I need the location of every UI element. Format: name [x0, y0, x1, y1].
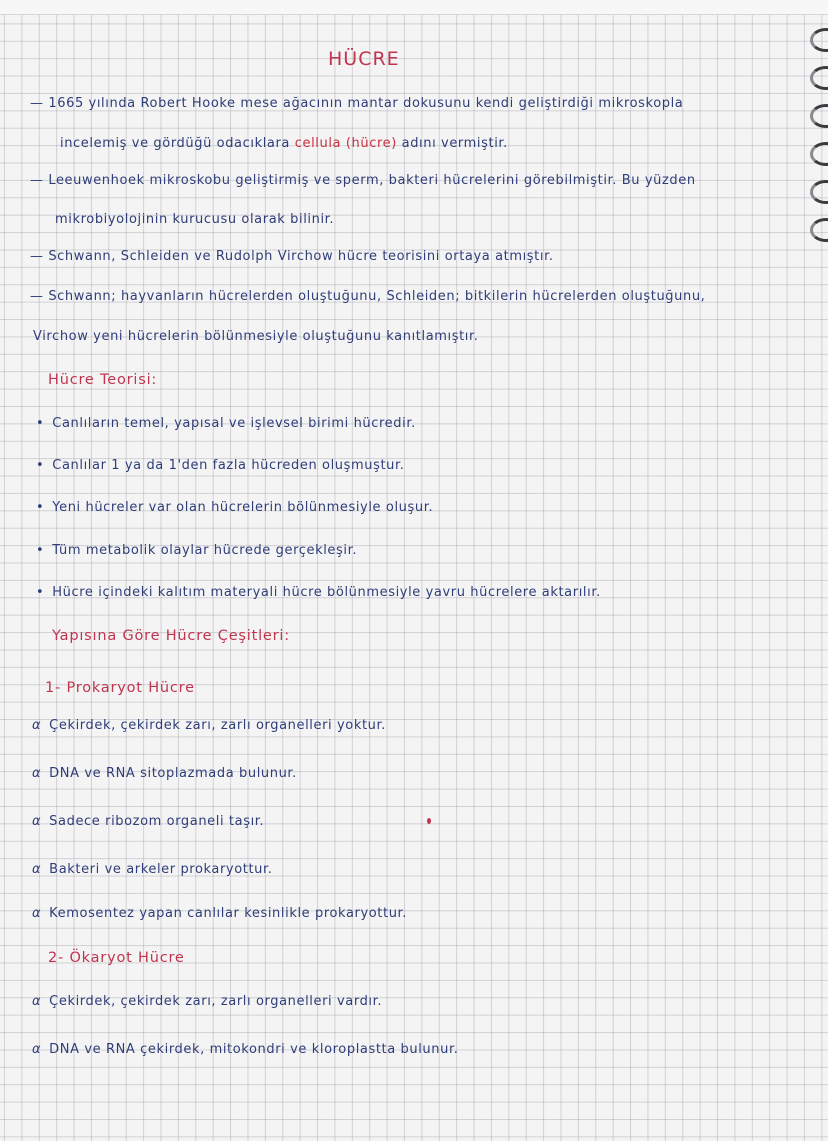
- alpha-icon: α: [32, 814, 42, 829]
- theory-item: [36, 585, 601, 600]
- paragraph-line: mikrobiyolojinin kurucusu olarak bilinir.: [55, 212, 335, 227]
- types-heading: Yapısına Göre Hücre Çeşitleri:: [52, 628, 290, 644]
- theory-heading: Hücre Teorisi:: [48, 372, 158, 388]
- alpha-icon: α: [32, 766, 42, 781]
- alpha-icon: α: [32, 1042, 42, 1057]
- eukaryote-item-text: DNA ve RNA çekirdek, mitokondri ve kloroplastta bulunur.: [49, 1042, 459, 1057]
- bullet-icon: •: [36, 585, 45, 600]
- theory-item-text: Tüm metabolik olaylar hücrede gerçekleşir.: [52, 543, 358, 558]
- paragraph-line: [60, 136, 508, 151]
- theory-item-text: Canlılar 1 ya da 1'den fazla hücreden oluşmuştur.: [52, 458, 405, 473]
- prokaryote-heading: 1- Prokaryot Hücre: [45, 680, 195, 696]
- prokaryote-item: [32, 906, 407, 921]
- eukaryote-item-text: Çekirdek, çekirdek zarı, zarlı organelleri vardır.: [49, 994, 383, 1009]
- prokaryote-item-text: Bakteri ve arkeler prokaryottur.: [49, 862, 273, 877]
- binding-ring: [810, 142, 828, 166]
- binding-ring: [810, 180, 828, 204]
- prokaryote-item: [32, 814, 264, 829]
- paragraph-line: — Leeuwenhoek mikroskobu geliştirmiş ve sperm, bakteri hücrelerini görebilmiştir. Bu yüzden: [30, 173, 696, 188]
- prokaryote-item: [32, 718, 386, 733]
- prokaryote-item-text: DNA ve RNA sitoplazmada bulunur.: [49, 766, 297, 781]
- spiral-binding: [794, 0, 828, 300]
- binding-ring: [810, 104, 828, 128]
- theory-item: [36, 458, 405, 473]
- pen-mark: [427, 818, 431, 824]
- theory-item: [36, 500, 433, 515]
- bullet-icon: •: [36, 500, 45, 515]
- prokaryote-item-text: Çekirdek, çekirdek zarı, zarlı organelleri yoktur.: [49, 718, 386, 733]
- alpha-icon: α: [32, 994, 42, 1009]
- eukaryote-item: [32, 994, 382, 1009]
- theory-item-text: Yeni hücreler var olan hücrelerin bölünmesiyle oluşur.: [52, 500, 434, 515]
- paragraph-text: adını vermiştir.: [396, 136, 508, 151]
- binding-ring: [810, 66, 828, 90]
- alpha-icon: α: [32, 718, 42, 733]
- paragraph-line: — 1665 yılında Robert Hooke mese ağacının mantar dokusunu kendi geliştirdiği mikroskopla: [30, 96, 684, 111]
- eukaryote-item: [32, 1042, 458, 1057]
- binding-ring: [810, 28, 828, 52]
- theory-item-text: Canlıların temel, yapısal ve işlevsel birimi hücredir.: [52, 416, 416, 431]
- paragraph-line: — Schwann; hayvanların hücrelerden oluştuğunu, Schleiden; bitkilerin hücrelerden oluştuğunu,: [30, 289, 706, 304]
- theory-item: [36, 416, 416, 431]
- prokaryote-item: [32, 766, 297, 781]
- binding-ring: [810, 218, 828, 242]
- prokaryote-item: [32, 862, 273, 877]
- prokaryote-item-text: Kemosentez yapan canlılar kesinlikle prokaryottur.: [49, 906, 408, 921]
- eukaryote-heading: 2- Ökaryot Hücre: [48, 950, 185, 966]
- page-title: HÜCRE: [328, 48, 400, 70]
- bullet-icon: •: [36, 543, 45, 558]
- alpha-icon: α: [32, 862, 42, 877]
- paragraph-line: Virchow yeni hücrelerin bölünmesiyle oluştuğunu kanıtlamıştır.: [33, 329, 479, 344]
- theory-item: [36, 543, 357, 558]
- alpha-icon: α: [32, 906, 42, 921]
- paragraph-line: — Schwann, Schleiden ve Rudolph Virchow hücre teorisini ortaya atmıştır.: [30, 249, 554, 264]
- highlight-term: cellula (hücre): [294, 136, 397, 151]
- theory-item-text: Hücre içindeki kalıtım materyali hücre bölünmesiyle yavru hücrelere aktarılır.: [52, 585, 601, 600]
- bullet-icon: •: [36, 416, 45, 431]
- page-top-edge: [0, 0, 828, 15]
- prokaryote-item-text: Sadece ribozom organeli taşır.: [49, 814, 265, 829]
- paragraph-text: incelemiş ve gördüğü odacıklara: [60, 136, 295, 151]
- bullet-icon: •: [36, 458, 45, 473]
